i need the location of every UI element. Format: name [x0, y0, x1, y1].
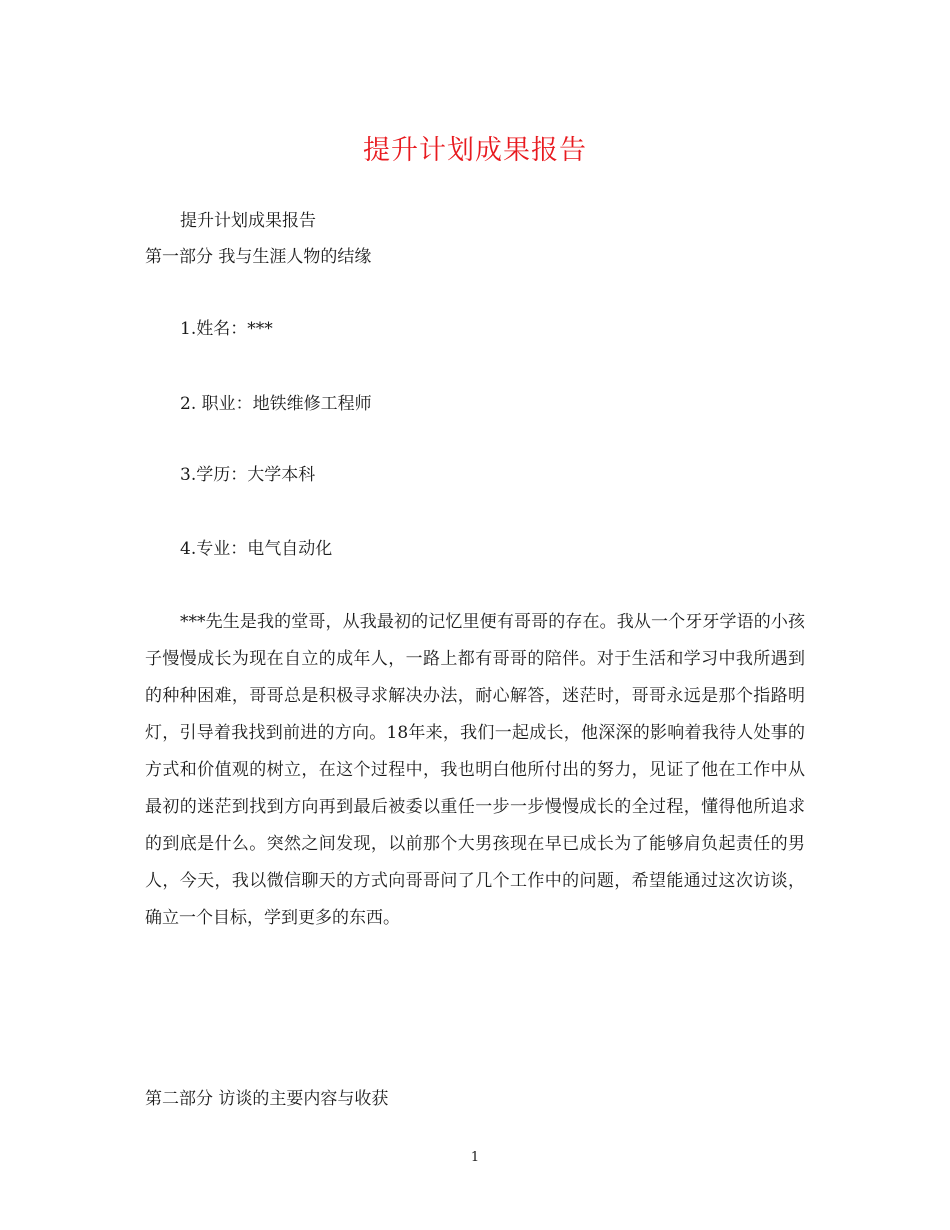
body-paragraph: ***先生是我的堂哥，从我最初的记忆里便有哥哥的存在。我从一个牙牙学语的小孩子慢慢成长为现在自立的成年人，一路上都有哥哥的陪伴。对于生活和学习中我所遇到的种种困难，哥哥总是积极寻求解决办法，耐心解答，迷茫时，哥哥永远是那个指路明灯，引导着我找到前进的方向。18年来，我们一起成长，他深深的影响着我待人处事的方式和价值观的树立，在这个过程中，我也明白他所付出的努力，见证了他在工作中从最初的迷茫到找到方向再到最后被委以重任一步一步慢慢成长的全过程，懂得他所追求的到底是什么。突然之间发现，以前那个大男孩现在早已成长为了能够肩负起责任的男人，今天，我以微信聊天的方式向哥哥问了几个工作中的问题，希望能通过这次访谈，确立一个目标，学到更多的东西。 [145, 612, 805, 928]
list-item-name: 1.姓名：*** [180, 319, 273, 339]
list-item-occupation: 2. 职业：地铁维修工程师 [180, 394, 372, 414]
list-item-major: 4.专业：电气自动化 [180, 539, 333, 559]
part1-heading: 第一部分 我与生涯人物的结缘 [145, 247, 372, 267]
document-subtitle: 提升计划成果报告 [180, 211, 316, 231]
document-title: 提升计划成果报告 [363, 135, 587, 166]
part2-heading: 第二部分 访谈的主要内容与收获 [145, 1089, 389, 1109]
list-item-education: 3.学历：大学本科 [180, 465, 316, 485]
page-number: 1 [470, 1150, 480, 1165]
